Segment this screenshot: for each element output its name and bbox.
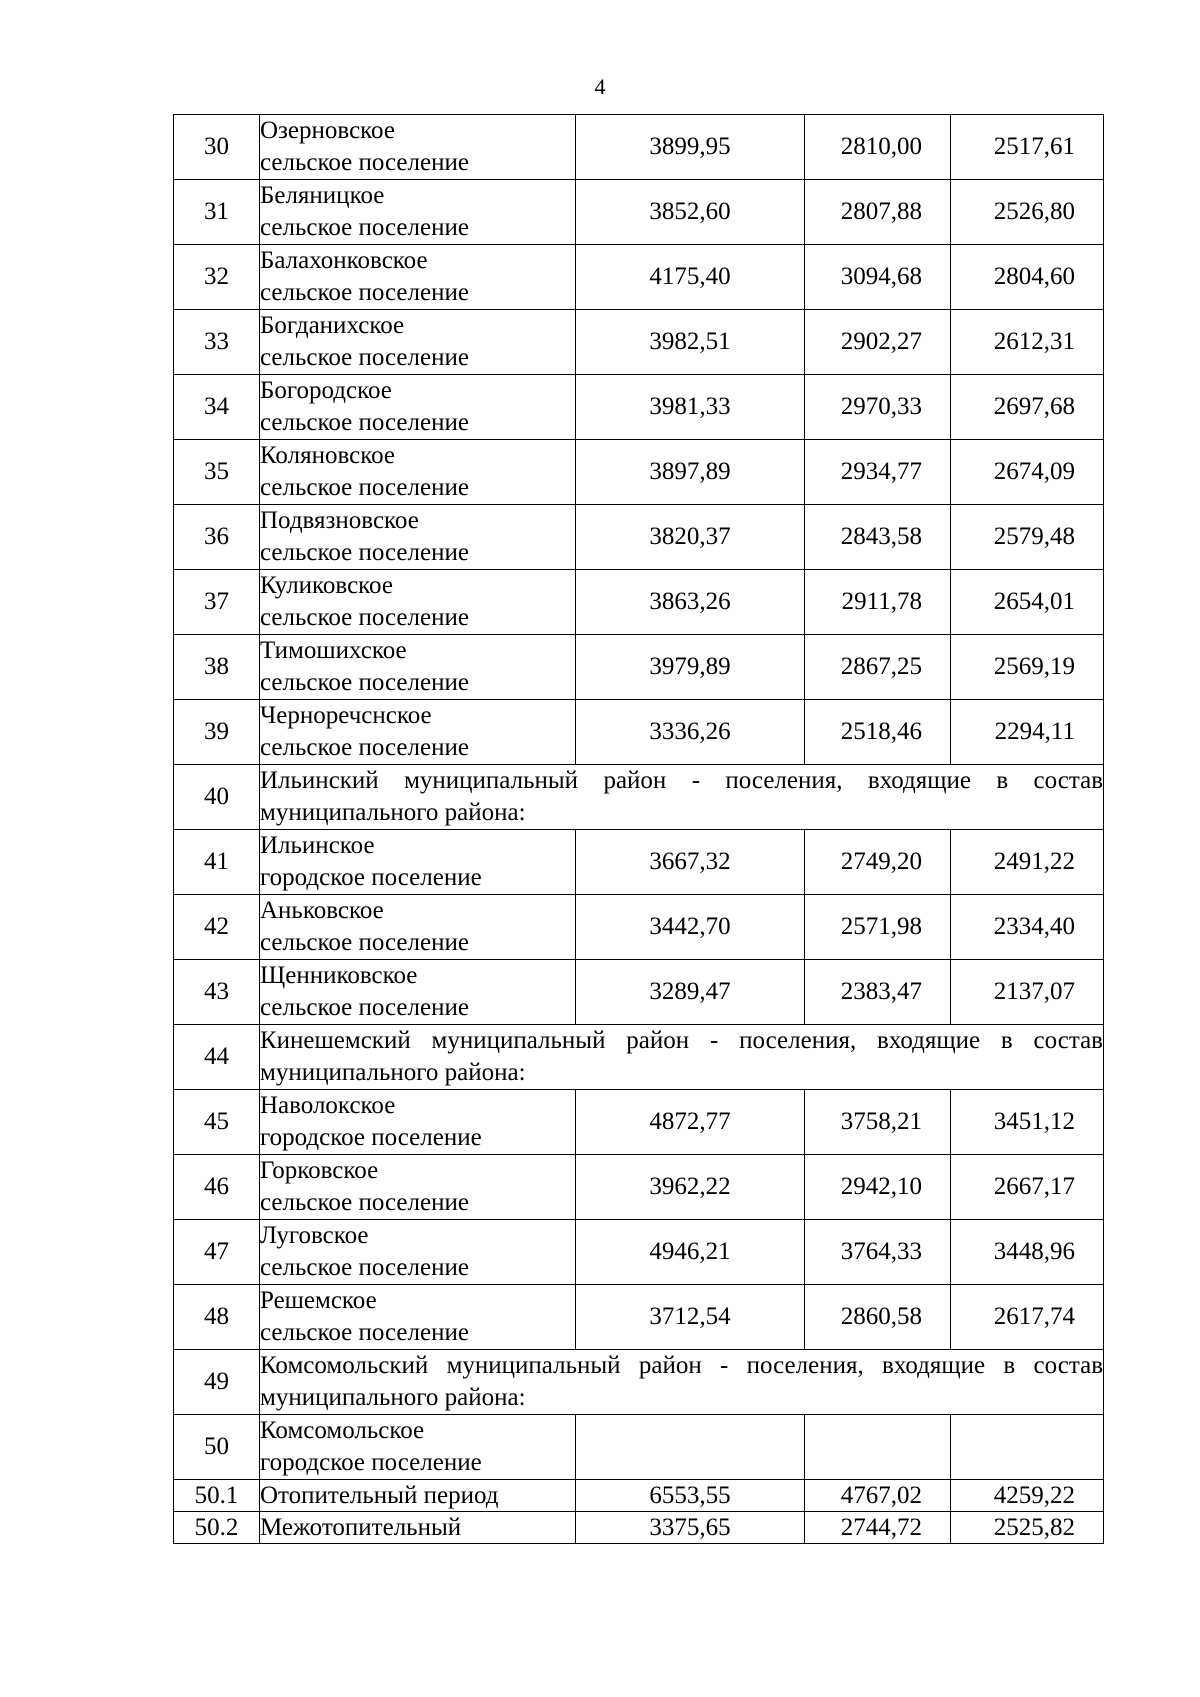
table-row xyxy=(174,440,1104,505)
value-col-1: 3336,26 xyxy=(576,700,805,765)
settlement-name-line-1: Наволокское xyxy=(260,1092,396,1119)
value-col-2: 2810,00 xyxy=(805,115,951,180)
table-row xyxy=(174,895,1104,960)
value-col-2: 2942,10 xyxy=(805,1155,951,1220)
settlement-name xyxy=(260,635,576,700)
value-col-1: 4946,21 xyxy=(576,1220,805,1285)
period-label: Отопительный период xyxy=(260,1482,499,1509)
value-col-2: 2843,58 xyxy=(805,505,951,570)
value-col-1: 6553,55 xyxy=(576,1480,805,1512)
table-row xyxy=(174,1155,1104,1220)
value-col-3: 2612,31 xyxy=(951,310,1104,375)
settlement-type-line: городское поселение xyxy=(260,1449,482,1476)
row-number: 39 xyxy=(174,700,260,765)
row-number: 41 xyxy=(174,830,260,895)
value-col-2: 2383,47 xyxy=(805,960,951,1025)
settlement-name xyxy=(260,440,576,505)
settlement-name-line-1: Балахонковское xyxy=(260,247,428,274)
value-col-2: 3758,21 xyxy=(805,1090,951,1155)
period-label: Межотопительный xyxy=(260,1514,462,1541)
settlement-name-line-1: Богородское xyxy=(260,377,392,404)
settlement-type-line: сельское поселение xyxy=(260,279,469,306)
settlement-type-line: сельское поселение xyxy=(260,994,469,1021)
settlement-name xyxy=(260,895,576,960)
value-col-3: 2579,48 xyxy=(951,505,1104,570)
value-col-3: 2491,22 xyxy=(951,830,1104,895)
value-col-2: 2749,20 xyxy=(805,830,951,895)
value-col-2: 2911,78 xyxy=(805,570,951,635)
value-col-2: 2902,27 xyxy=(805,310,951,375)
value-col-1: 4872,77 xyxy=(576,1090,805,1155)
table-row xyxy=(174,1415,1104,1480)
value-col-3: 2617,74 xyxy=(951,1285,1104,1350)
value-col-1: 3712,54 xyxy=(576,1285,805,1350)
value-col-3: 3448,96 xyxy=(951,1220,1104,1285)
row-number: 50 xyxy=(174,1415,260,1480)
row-number: 47 xyxy=(174,1220,260,1285)
sub-row xyxy=(174,1480,1104,1512)
value-col-3: 2804,60 xyxy=(951,245,1104,310)
settlement-type-line: сельское поселение xyxy=(260,214,469,241)
settlement-name xyxy=(260,1090,576,1155)
settlement-type-line: сельское поселение xyxy=(260,539,469,566)
settlement-name xyxy=(260,830,576,895)
row-number: 32 xyxy=(174,245,260,310)
row-number: 50.2 xyxy=(174,1512,260,1544)
value-col-2: 2867,25 xyxy=(805,635,951,700)
settlement-name-line-1: Черноречснское xyxy=(260,702,432,729)
settlement-name xyxy=(260,310,576,375)
tariff-table xyxy=(173,114,1104,1544)
value-col-2: 2860,58 xyxy=(805,1285,951,1350)
row-number: 37 xyxy=(174,570,260,635)
settlement-type-line: городское поселение xyxy=(260,864,482,891)
table-row xyxy=(174,310,1104,375)
period-name xyxy=(260,1512,576,1544)
row-number: 45 xyxy=(174,1090,260,1155)
settlement-type-line: сельское поселение xyxy=(260,149,469,176)
settlement-name-line-1: Ильинское xyxy=(260,832,375,859)
settlement-name xyxy=(260,700,576,765)
row-number: 42 xyxy=(174,895,260,960)
settlement-type-line: сельское поселение xyxy=(260,1189,469,1216)
table-row xyxy=(174,830,1104,895)
settlement-name xyxy=(260,375,576,440)
row-number: 40 xyxy=(174,765,260,830)
value-col-3: 2334,40 xyxy=(951,895,1104,960)
district-heading: Кинешемский муниципальный район - поселения, входящие в состав муниципального района: xyxy=(260,1025,1104,1090)
settlement-name-line-1: Аньковское xyxy=(260,897,384,924)
table-row xyxy=(174,960,1104,1025)
value-col-1: 3981,33 xyxy=(576,375,805,440)
value-col-3: 2294,11 xyxy=(951,700,1104,765)
value-col-1: 3962,22 xyxy=(576,1155,805,1220)
row-number: 50.1 xyxy=(174,1480,260,1512)
settlement-name xyxy=(260,570,576,635)
row-number: 43 xyxy=(174,960,260,1025)
value-col-3: 2137,07 xyxy=(951,960,1104,1025)
table-row xyxy=(174,700,1104,765)
settlement-name-line-1: Луговское xyxy=(260,1222,369,1249)
value-col-3: 2525,82 xyxy=(951,1512,1104,1544)
period-name xyxy=(260,1480,576,1512)
district-heading: Ильинский муниципальный район - поселения, входящие в состав муниципального района: xyxy=(260,765,1104,830)
settlement-name xyxy=(260,180,576,245)
table-row xyxy=(174,180,1104,245)
value-col-3: 2517,61 xyxy=(951,115,1104,180)
value-col-1: 3667,32 xyxy=(576,830,805,895)
table-row xyxy=(174,1220,1104,1285)
settlement-name-line-1: Тимошихское xyxy=(260,637,407,664)
row-number: 30 xyxy=(174,115,260,180)
settlement-name xyxy=(260,1155,576,1220)
value-col-2: 2571,98 xyxy=(805,895,951,960)
value-col-1 xyxy=(576,1415,805,1480)
settlement-type-line: сельское поселение xyxy=(260,929,469,956)
section-row xyxy=(174,765,1104,830)
sub-row xyxy=(174,1512,1104,1544)
table-row xyxy=(174,1090,1104,1155)
value-col-3: 2526,80 xyxy=(951,180,1104,245)
settlement-name-line-1: Богданихское xyxy=(260,312,405,339)
value-col-2: 3764,33 xyxy=(805,1220,951,1285)
value-col-1: 3852,60 xyxy=(576,180,805,245)
value-col-2: 3094,68 xyxy=(805,245,951,310)
settlement-name xyxy=(260,505,576,570)
settlement-type-line: сельское поселение xyxy=(260,1319,469,1346)
value-col-1: 3897,89 xyxy=(576,440,805,505)
settlement-name-line-1: Озерновское xyxy=(260,117,395,144)
value-col-2: 2807,88 xyxy=(805,180,951,245)
value-col-3: 2569,19 xyxy=(951,635,1104,700)
table-row xyxy=(174,505,1104,570)
table-row xyxy=(174,245,1104,310)
value-col-2: 4767,02 xyxy=(805,1480,951,1512)
settlement-type-line: сельское поселение xyxy=(260,344,469,371)
row-number: 44 xyxy=(174,1025,260,1090)
settlement-type-line: городское поселение xyxy=(260,1124,482,1151)
value-col-3: 2674,09 xyxy=(951,440,1104,505)
value-col-1: 3820,37 xyxy=(576,505,805,570)
settlement-name xyxy=(260,1285,576,1350)
value-col-2: 2934,77 xyxy=(805,440,951,505)
settlement-name-line-1: Комсомольское xyxy=(260,1417,425,1444)
value-col-1: 3863,26 xyxy=(576,570,805,635)
value-col-1: 3375,65 xyxy=(576,1512,805,1544)
value-col-1: 3979,89 xyxy=(576,635,805,700)
table-row xyxy=(174,115,1104,180)
value-col-1: 3899,95 xyxy=(576,115,805,180)
table-row xyxy=(174,570,1104,635)
settlement-type-line: сельское поселение xyxy=(260,474,469,501)
settlement-name-line-1: Куликовское xyxy=(260,572,393,599)
row-number: 31 xyxy=(174,180,260,245)
section-row xyxy=(174,1025,1104,1090)
settlement-type-line: сельское поселение xyxy=(260,1254,469,1281)
section-row xyxy=(174,1350,1104,1415)
settlement-name xyxy=(260,245,576,310)
row-number: 46 xyxy=(174,1155,260,1220)
value-col-3: 4259,22 xyxy=(951,1480,1104,1512)
row-number: 48 xyxy=(174,1285,260,1350)
row-number: 36 xyxy=(174,505,260,570)
settlement-name-line-1: Коляновское xyxy=(260,442,395,469)
settlement-name-line-1: Беляницкое xyxy=(260,182,385,209)
settlement-name-line-1: Подвязновское xyxy=(260,507,419,534)
row-number: 49 xyxy=(174,1350,260,1415)
table-row xyxy=(174,1285,1104,1350)
settlement-name xyxy=(260,1415,576,1480)
row-number: 38 xyxy=(174,635,260,700)
value-col-1: 3289,47 xyxy=(576,960,805,1025)
district-heading: Комсомольский муниципальный район - поселения, входящие в состав муниципального района: xyxy=(260,1350,1104,1415)
tariff-table-body xyxy=(174,115,1104,1544)
settlement-name xyxy=(260,1220,576,1285)
row-number: 33 xyxy=(174,310,260,375)
table-row xyxy=(174,635,1104,700)
value-col-1: 3982,51 xyxy=(576,310,805,375)
value-col-3: 2667,17 xyxy=(951,1155,1104,1220)
settlement-name-line-1: Решемское xyxy=(260,1287,377,1314)
value-col-1: 4175,40 xyxy=(576,245,805,310)
value-col-3 xyxy=(951,1415,1104,1480)
settlement-type-line: сельское поселение xyxy=(260,734,469,761)
value-col-1: 3442,70 xyxy=(576,895,805,960)
settlement-type-line: сельское поселение xyxy=(260,604,469,631)
row-number: 34 xyxy=(174,375,260,440)
value-col-2 xyxy=(805,1415,951,1480)
page-number: 4 xyxy=(594,74,606,99)
value-col-3: 2697,68 xyxy=(951,375,1104,440)
value-col-3: 2654,01 xyxy=(951,570,1104,635)
value-col-2: 2744,72 xyxy=(805,1512,951,1544)
settlement-name xyxy=(260,960,576,1025)
settlement-name-line-1: Щенниковское xyxy=(260,962,418,989)
settlement-name xyxy=(260,115,576,180)
value-col-2: 2518,46 xyxy=(805,700,951,765)
value-col-3: 3451,12 xyxy=(951,1090,1104,1155)
value-col-2: 2970,33 xyxy=(805,375,951,440)
settlement-name-line-1: Горковское xyxy=(260,1157,379,1184)
settlement-type-line: сельское поселение xyxy=(260,669,469,696)
settlement-type-line: сельское поселение xyxy=(260,409,469,436)
row-number: 35 xyxy=(174,440,260,505)
table-row xyxy=(174,375,1104,440)
